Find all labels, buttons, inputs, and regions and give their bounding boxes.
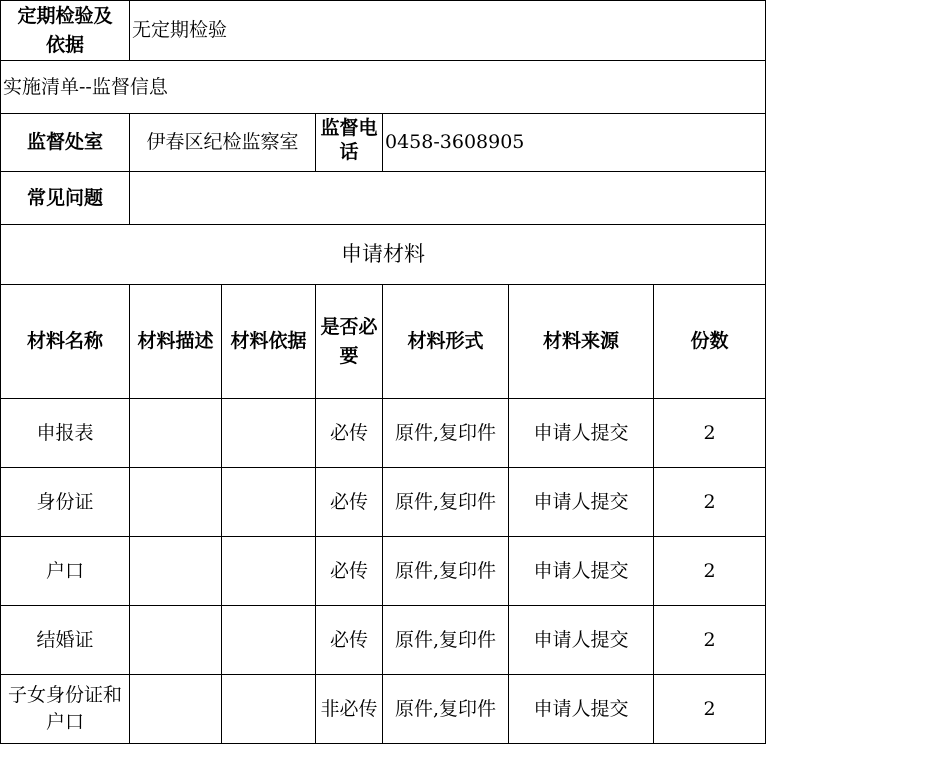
header-required: 是否必要 xyxy=(315,285,382,398)
material-copies: 2 xyxy=(653,606,766,674)
regular-inspection-row xyxy=(0,0,766,61)
material-required: 必传 xyxy=(315,537,382,605)
material-copies: 2 xyxy=(653,537,766,605)
regular-inspection-label: 定期检验及依据 xyxy=(0,1,129,60)
supervision-office-value: 伊春区纪检监察室 xyxy=(129,114,315,171)
material-name: 户口 xyxy=(0,537,129,605)
material-copies: 2 xyxy=(653,399,766,467)
material-form: 原件,复印件 xyxy=(382,606,508,674)
table-row xyxy=(0,606,766,675)
material-basis xyxy=(221,468,315,536)
material-basis xyxy=(221,606,315,674)
table-row xyxy=(0,468,766,537)
material-copies: 2 xyxy=(653,468,766,536)
materials-title-row xyxy=(0,225,766,285)
supervision-phone-value: 0458-3608905 xyxy=(382,114,766,171)
header-material-name: 材料名称 xyxy=(0,285,129,398)
material-desc xyxy=(129,675,221,743)
material-source: 申请人提交 xyxy=(508,675,653,743)
material-source: 申请人提交 xyxy=(508,399,653,467)
table-row xyxy=(0,537,766,606)
table-row xyxy=(0,675,766,744)
material-form: 原件,复印件 xyxy=(382,468,508,536)
material-form: 原件,复印件 xyxy=(382,537,508,605)
regular-inspection-value: 无定期检验 xyxy=(129,1,766,60)
materials-header-row xyxy=(0,285,766,399)
material-required: 必传 xyxy=(315,399,382,467)
header-material-form: 材料形式 xyxy=(382,285,508,398)
material-desc xyxy=(129,399,221,467)
faq-label: 常见问题 xyxy=(0,172,129,224)
material-required: 非必传 xyxy=(315,675,382,743)
supervision-section-title: 实施清单--监督信息 xyxy=(0,61,766,113)
table-row xyxy=(0,399,766,468)
supervision-office-label: 监督处室 xyxy=(0,114,129,171)
material-desc xyxy=(129,606,221,674)
material-source: 申请人提交 xyxy=(508,606,653,674)
supervision-row xyxy=(0,114,766,172)
material-name: 申报表 xyxy=(0,399,129,467)
materials-title: 申请材料 xyxy=(0,225,766,284)
material-name: 子女身份证和户口 xyxy=(0,675,129,743)
header-material-source: 材料来源 xyxy=(508,285,653,398)
material-name: 结婚证 xyxy=(0,606,129,674)
faq-row xyxy=(0,172,766,225)
faq-value xyxy=(129,172,766,224)
material-basis xyxy=(221,399,315,467)
header-material-basis: 材料依据 xyxy=(221,285,315,398)
material-desc xyxy=(129,468,221,536)
header-material-desc: 材料描述 xyxy=(129,285,221,398)
material-required: 必传 xyxy=(315,468,382,536)
material-form: 原件,复印件 xyxy=(382,675,508,743)
supervision-section-row xyxy=(0,61,766,114)
material-desc xyxy=(129,537,221,605)
supervision-phone-label: 监督电话 xyxy=(315,114,382,171)
material-source: 申请人提交 xyxy=(508,537,653,605)
header-copies: 份数 xyxy=(653,285,766,398)
material-required: 必传 xyxy=(315,606,382,674)
material-source: 申请人提交 xyxy=(508,468,653,536)
material-name: 身份证 xyxy=(0,468,129,536)
material-basis xyxy=(221,537,315,605)
material-form: 原件,复印件 xyxy=(382,399,508,467)
material-basis xyxy=(221,675,315,743)
material-copies: 2 xyxy=(653,675,766,743)
